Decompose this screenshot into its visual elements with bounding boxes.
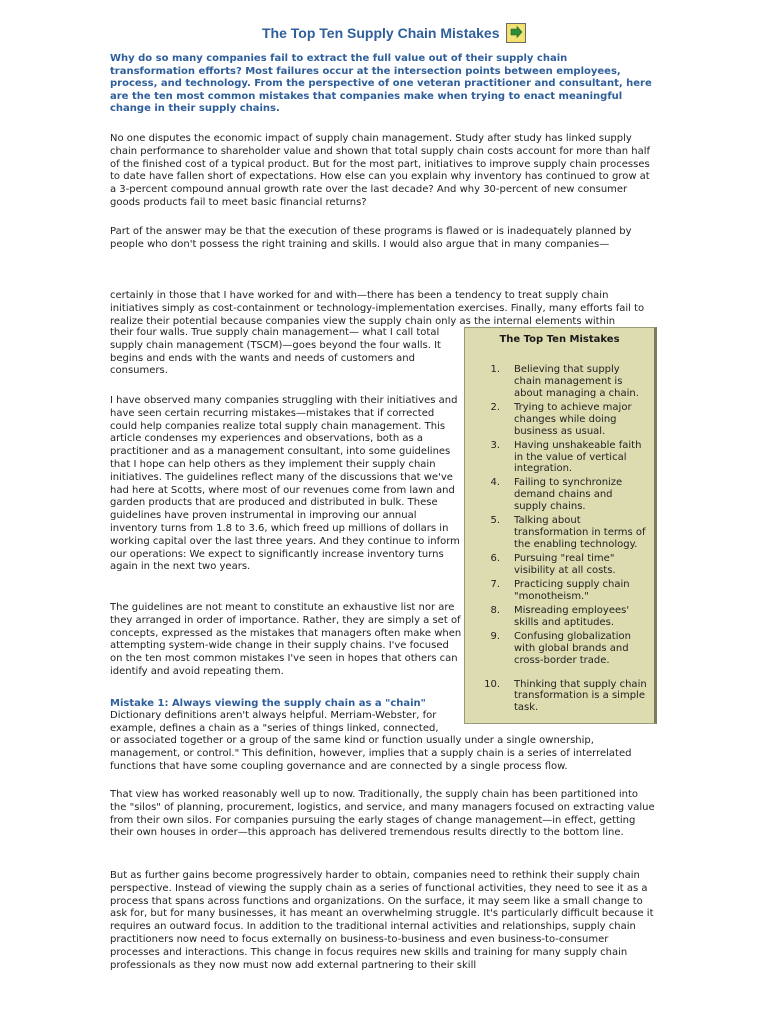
list-text: Thinking that supply chain transformation is a simple task. — [514, 678, 647, 714]
list-number: 3. — [490, 439, 500, 451]
paragraph-4: I have observed many companies struggling with their initiatives and have seen certain recurring mistakes—mistakes that if corrected could help companies realize total supply chain management. This article condenses my experiences and observations, both as a practitioner and as a management consultant, into some guidelines that I hope can help others as they implement their supply chain initiatives. The guidelines reflect many of the discussions that we've had here at Scotts, where most of our revenues come from lawn and garden products that are produced and distributed in bulk. These guidelines have proven instrumental in improving our annual inventory turns from 1.8 to 3.6, which freed up millions of dollars in working capital over the last three years. And they continue to inform our operations: We expect to significantly increase inventory turns again in the next two years. — [110, 395, 460, 573]
list-item — [465, 605, 655, 629]
list-number: 2. — [490, 401, 500, 413]
list-item — [465, 364, 655, 400]
list-item — [465, 402, 655, 438]
document-arrow-icon[interactable] — [506, 23, 526, 43]
list-number: 7. — [490, 578, 500, 590]
paragraph-3a: certainly in those that I have worked for and with—there has been a tendency to treat supply chain initiatives simply as cost-containment or technology-implementation exercises. Finally, many efforts fail to realize their potential because companies view the supply chain only as the internal elements within — [110, 290, 645, 327]
list-number: 6. — [490, 553, 500, 565]
list-number: 8. — [490, 604, 500, 616]
list-item — [465, 440, 655, 476]
list-item — [465, 553, 655, 577]
paragraph-7: That view has worked reasonably well up to now. Traditionally, the supply chain has been partitioned into the "silos" of planning, procurement, logistics, and service, and many managers focused on extracting value from their own silos. For companies pursuing the early stages of change management—in effect, getting their own houses in order—this approach has delivered tremendous results directly to the bottom line. — [110, 789, 655, 839]
list-text: Trying to achieve major changes while doing business as usual. — [514, 401, 632, 437]
paragraph-1: No one disputes the economic impact of supply chain management. Study after study has linked supply chain performance to shareholder value and shown that total supply chain costs account for more than half of the finished cost of a typical product. But for the most part, initiatives to improve supply chain processes to date have fallen short of expectations. How else can you explain why inventory has continued to grow at a 3-percent compound annual growth rate over the last decade? And why 30-percent of new consumer goods products fail to meet basic financial returns? — [110, 133, 651, 208]
list-number: 5. — [490, 515, 500, 527]
list-number: 10. — [484, 678, 500, 690]
list-item — [465, 515, 655, 551]
list-number: 4. — [490, 477, 500, 489]
list-text: Talking about transformation in terms of the enabling technology. — [514, 515, 646, 551]
title-text: The Top Ten Supply Chain Mistakes — [262, 25, 500, 41]
article-intro: Why do so many companies fail to extract the full value out of their supply chain transformation efforts? Most failures occur at the intersection points between employees, process, and technology. From the perspective of one veteran practitioner and consultant, here are the ten most common mistakes that companies make when trying to enact meaningful change in their supply chains. — [110, 53, 652, 115]
list-text: Believing that supply chain management is about managing a chain. — [514, 364, 639, 399]
paragraph-2: Part of the answer may be that the execution of these programs is flawed or is inadequately planned by people who don't possess the right training and skills. I would also argue that in many companies— — [110, 226, 632, 250]
article-title — [262, 23, 526, 43]
paragraph-3b: their four walls. True supply chain management— what I call total supply chain management (TSCM)—goes beyond the four walls. It begins and ends with the wants and needs of customers and consumers. — [110, 327, 441, 377]
list-number: 1. — [490, 364, 500, 375]
mistake-1-heading: Mistake 1: Always viewing the supply chain as a "chain" — [110, 698, 426, 709]
list-item — [465, 477, 655, 513]
list-item — [465, 579, 655, 603]
sidebar-title: The Top Ten Mistakes — [499, 334, 620, 345]
paragraph-8: But as further gains become progressively harder to obtain, companies need to rethink their supply chain perspective. Instead of viewing the supply chain as a series of functional activities, they need to see it as a process that spans across functions and organizations. On the surface, it may seem like a small change to ask for, but for many businesses, it has meant an overwhelming struggle. It's particularly difficult because it requires an outward focus. In addition to the traditional internal activities and relationships, supply chain practitioners now need to focus externally on business-to-business and even business-to-consumer processes and interactions. This change in focus requires new skills and training for many supply chain professionals as they now must now add external partnering to their skill — [110, 870, 654, 971]
paragraph-6a: Dictionary definitions aren't always helpful. Merriam-Webster, for example, defines a chain as a "series of things linked, connected, — [110, 710, 439, 734]
list-text: Failing to synchronize demand chains and supply chains. — [514, 477, 623, 513]
list-number: 9. — [490, 630, 500, 642]
top-ten-sidebar — [464, 327, 657, 724]
list-text: Having unshakeable faith in the value of vertical integration. — [514, 439, 642, 475]
list-text: Confusing globalization with global brands and cross-border trade. — [514, 630, 631, 666]
paragraph-6b: or associated together or a group of the same kind or function usually under a single ownership, management, or control." This definition, however, implies that a supply chain is a series of interrelated functions that have some coupling governance and are connected by a single process flow. — [110, 735, 632, 772]
list-item — [465, 679, 655, 715]
list-text: Misreading employees' skills and aptitudes. — [514, 604, 630, 628]
list-text: Practicing supply chain "monotheism." — [514, 578, 630, 602]
list-item — [465, 631, 655, 667]
list-text: Pursuing "real time" visibility at all costs. — [514, 553, 616, 576]
mistakes-list — [465, 364, 655, 716]
paragraph-5: The guidelines are not meant to constitute an exhaustive list nor are they arranged in order of importance. Rather, they are simply a set of concepts, expressed as the mistakes that managers often make when attempting system-wide change in their supply chains. I've focused on the ten most common mistakes I've seen in hopes that others can identify and avoid repeating them. — [110, 602, 462, 677]
